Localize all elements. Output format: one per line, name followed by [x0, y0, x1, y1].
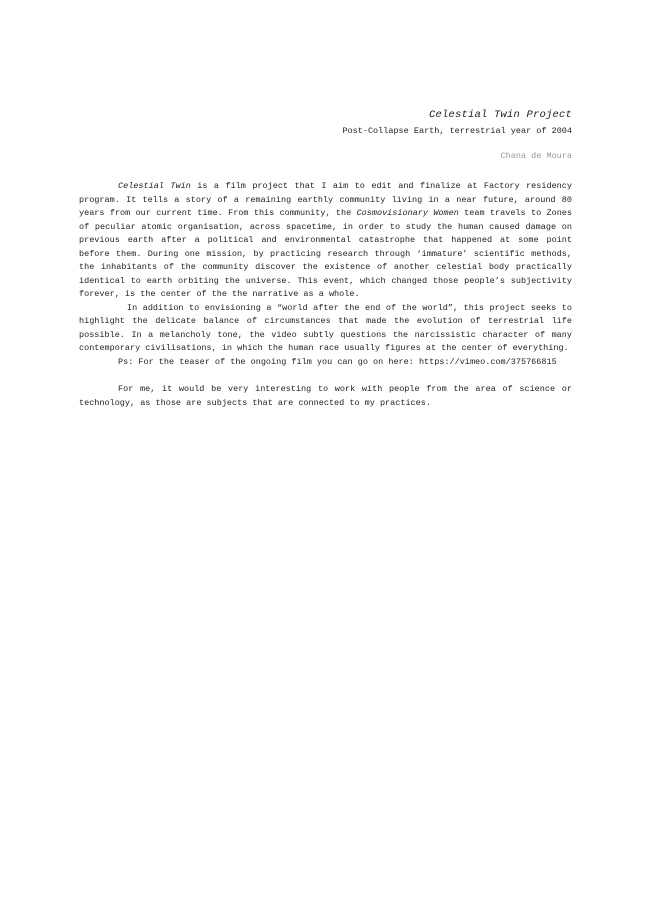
project-subtitle: Post-Collapse Earth, terrestrial year of 2004 [342, 126, 572, 136]
team-name: Cosmovisionary Women [356, 208, 459, 218]
paragraph-gap [79, 369, 572, 383]
film-title: Celestial Twin [118, 181, 191, 191]
paragraph-collaboration: For me, it would be very interesting to work with people from the area of science or technology, as those are subjects that are connected to my practices. [79, 384, 572, 408]
paragraph-vision: In addition to envisioning a “world after the end of the world”, this project seeks to highlight the delicate balance of circumstances that made the evolution of terrestrial life possible. In a melancholy tone, the video subtly questions the narcissistic character of many contemporary civilisations, in which the human race usually figures at the center of everything. [79, 302, 572, 353]
document-body [79, 180, 572, 410]
paragraph-teaser: Ps: For the teaser of the ongoing film you can go on here: https://vimeo.com/375766815 [118, 356, 557, 367]
paragraph-intro-text-1: is a film project that I aim to edit and finalize at Factory residency program. It tells a story of a remaining earthly community living in a near future, around 80 years from our current time. From this community, the [79, 181, 572, 218]
author-name: Chana de Moura [500, 151, 572, 161]
paragraph-intro [79, 180, 572, 302]
project-title: Celestial Twin Project [428, 109, 572, 121]
document-header [342, 108, 572, 162]
paragraph-intro-text-2: team travels to Zones of peculiar atomic organisation, across spacetime, in order to study the human caused damage on previous earth after a political and environmental catastrophe that happened at some point before them. During one mission, by practicing research through ‘immature’ scientific methods, the inhabitants of the community discover the existence of another celestial body practically identical to earth orbiting the universe. This event, which changed those people’s subjectivity forever, is the center of the the narrative as a whole. [79, 208, 573, 299]
